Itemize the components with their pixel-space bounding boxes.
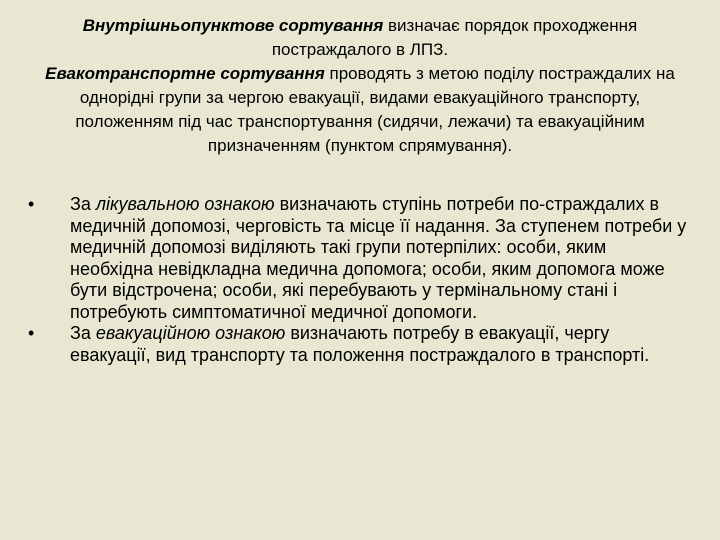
internal-sorting-definition: визначає порядок проходження постраждалого в ЛПЗ. [271,16,638,59]
intro-paragraph-evacuation-sorting [40,62,680,158]
bullet-item-medical-criterion [28,194,688,323]
term-internal-sorting: Внутрішньопунктове сортування [82,16,384,35]
term-medical-criterion: лікувальною ознакою [95,194,275,214]
bullet-icon: • [28,194,35,214]
evacuation-criterion-text: визначають потребу в евакуації, чергу евакуації, вид транспорту та положення постраждалого в транспорті. [70,323,650,365]
intro-block [40,14,680,158]
bullet-list [28,194,688,366]
bullet-prefix: За [70,323,96,343]
intro-paragraph-internal-sorting [40,14,680,62]
bullet-prefix: За [70,194,96,214]
bullet-icon: • [28,323,35,343]
evacuation-sorting-definition: проводять з метою поділу постраждалих на однорідні групи за чергою евакуації, видами евакуаційного транспорту, положенням під час транспортування (сидячи, лежачи) та евакуаційним призначенням (пунктом спрямування). [75,64,675,155]
term-evacuation-transport-sorting: Евакотранспортне сортування [45,64,325,83]
medical-criterion-text: визначають ступінь потреби по-страждалих в медичній допомозі, черговість та місце її надання. За ступенем потреби у медичній допомозі виділяють такі групи потерпілих: особи, яким необхідна невідкладна медична допомога; особи, яким допомога може бути відстрочена; особи, які перебувають у термінальному стані і потребують симптоматичної медичної допомоги. [70,194,687,322]
bullet-item-evacuation-criterion [28,323,688,366]
term-evacuation-criterion: евакуаційною ознакою [95,323,286,343]
